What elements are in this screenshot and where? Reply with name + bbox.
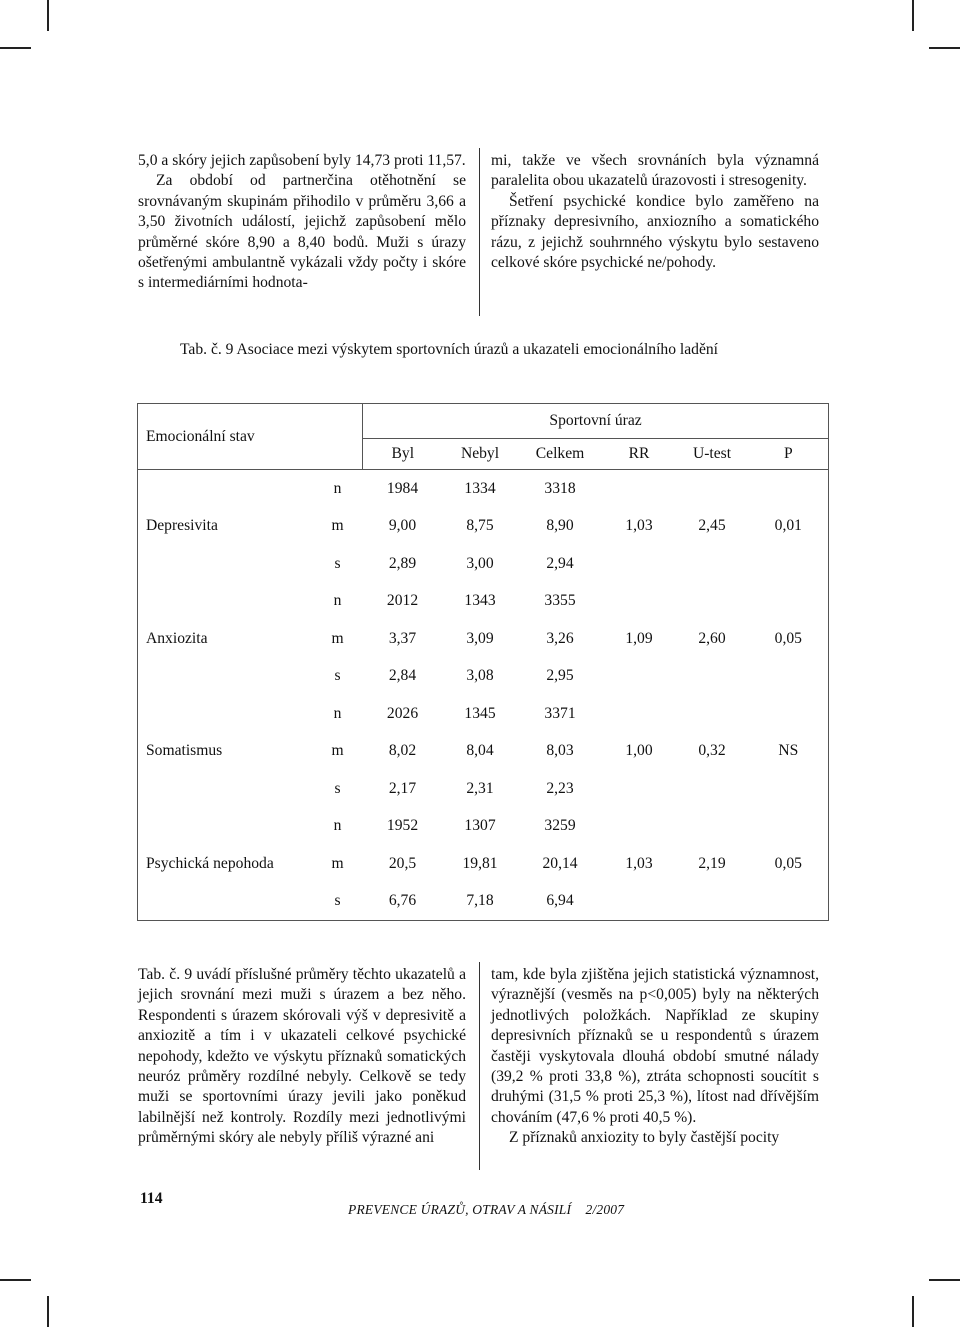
u-test-value: 2,60 bbox=[698, 629, 726, 647]
stat-value: 2,84 bbox=[388, 667, 417, 685]
stat-symbol: s bbox=[334, 779, 341, 797]
stat-value: 2,17 bbox=[388, 779, 417, 797]
stat-value: 8,02 bbox=[388, 742, 417, 760]
top-left-column bbox=[138, 151, 466, 294]
stat-symbol: m bbox=[331, 629, 344, 647]
p-value: 0,05 bbox=[749, 808, 829, 921]
row-label: Anxiozita bbox=[138, 583, 313, 696]
stat-value: 3,00 bbox=[466, 554, 494, 572]
stat-value: 3,09 bbox=[466, 629, 494, 647]
stat-value: 1343 bbox=[464, 592, 496, 610]
p-value: 0,05 bbox=[749, 583, 829, 696]
crop-mark bbox=[47, 1296, 49, 1327]
column-divider bbox=[479, 148, 480, 316]
stat-value: 6,76 bbox=[363, 883, 443, 921]
p-value: NS bbox=[749, 695, 829, 808]
stat-value: 3,26 bbox=[546, 629, 574, 647]
bottom-right-column bbox=[491, 965, 819, 1149]
page-number: 114 bbox=[140, 1190, 163, 1207]
group-header: Sportovní úraz bbox=[363, 404, 829, 439]
stat-symbol: m bbox=[331, 517, 344, 535]
stat-value: 3355 bbox=[544, 592, 576, 610]
stat-value: 1334 bbox=[464, 479, 496, 497]
stat-value: 8,03 bbox=[546, 742, 574, 760]
table-row bbox=[138, 470, 829, 508]
stat-value: 1952 bbox=[386, 817, 419, 835]
stat-value: 19,81 bbox=[462, 854, 498, 872]
crop-mark bbox=[929, 47, 960, 49]
crop-mark bbox=[929, 1279, 960, 1281]
paragraph: Z příznaků anxiozity to byly častější pocity bbox=[509, 1129, 780, 1147]
crop-mark bbox=[0, 1279, 31, 1281]
u-test-value: 2,45 bbox=[698, 517, 726, 535]
association-table bbox=[137, 403, 829, 921]
rr-value: 1,03 bbox=[603, 808, 676, 921]
stat-symbol: s bbox=[334, 667, 341, 685]
stat-value: 3259 bbox=[544, 817, 576, 835]
table-caption: Tab. č. 9 Asociace mezi výskytem sportovních úrazů a ukazateli emocionálního ladění bbox=[180, 341, 719, 358]
stat-value: 3,08 bbox=[466, 667, 494, 685]
paragraph: 5,0 a skóry jejich zapůsobení byly 14,73 proti 11,57. bbox=[138, 152, 466, 169]
journal-footer: PREVENCE ÚRAZŮ, OTRAV A NÁSILÍ 2/2007 bbox=[348, 1202, 625, 1217]
u-test-value: 0,32 bbox=[698, 742, 726, 760]
stat-value: 20,14 bbox=[542, 854, 578, 872]
stat-symbol: s bbox=[334, 554, 341, 572]
stat-value: 1984 bbox=[386, 479, 419, 497]
row-label: Depresivita bbox=[138, 470, 313, 583]
stat-value: 2012 bbox=[386, 592, 419, 610]
stat-value: 3318 bbox=[544, 479, 576, 497]
column-header: P bbox=[749, 439, 829, 470]
column-header: RR bbox=[603, 439, 676, 470]
table-row bbox=[138, 583, 829, 621]
p-value: 0,01 bbox=[749, 470, 829, 583]
stat-symbol: m bbox=[331, 854, 344, 872]
stat-value: 20,5 bbox=[388, 854, 417, 872]
column-header: Byl bbox=[363, 439, 443, 470]
stat-value: 2,95 bbox=[546, 667, 574, 685]
stat-symbol: n bbox=[333, 592, 342, 610]
stat-symbol: m bbox=[331, 742, 344, 760]
rr-value: 1,03 bbox=[625, 517, 653, 535]
column-divider bbox=[479, 962, 480, 1170]
stat-value: 8,04 bbox=[466, 742, 494, 760]
paragraph: tam, kde byla zjištěna jejich statistická významnost, výraznější (vesměs na p<0,005) byly na některých jednotlivých položkách. Například ze skupiny depresivních příznaků se u respondentů s úrazem častěji vyskytovala dlouhá období smutné nálady (39,2 % proti 33,8 %), ztráta schopnosti soucítit s druhými (31,5 % proti 25,3 %), lítost nad dřívějším chováním (47,6 % proti 40,5 %). bbox=[491, 966, 819, 1126]
u-test-value: 2,19 bbox=[676, 808, 749, 921]
stub-header: Emocionální stav bbox=[138, 404, 363, 470]
stat-symbol: n bbox=[333, 817, 342, 835]
stat-value: 3371 bbox=[544, 704, 576, 722]
stat-value: 1345 bbox=[464, 704, 496, 722]
stat-value: 2,31 bbox=[466, 779, 494, 797]
row-label: Psychická nepohoda bbox=[138, 808, 313, 921]
stat-value: 1307 bbox=[464, 817, 496, 835]
crop-mark bbox=[912, 0, 914, 31]
column-header: Celkem bbox=[518, 439, 603, 470]
stat-symbol: n bbox=[333, 479, 342, 497]
stat-value: 8,75 bbox=[466, 517, 494, 535]
crop-mark bbox=[47, 0, 49, 31]
stat-value: 2,89 bbox=[388, 554, 417, 572]
stat-value: 2,23 bbox=[546, 779, 574, 797]
paragraph: Za období od partnerčina otěhotnění se srovnávaným skupinám přihodilo v průměru 3,66 a 3,50 životních událostí, jejichž zapůsobení mělo průměrné skóre 8,90 a 8,40 bodů. Muži s úrazy ošetřenými ambulantně vykázali vždy počty i skóre s intermediárními hodnota- bbox=[138, 172, 466, 292]
stat-symbol: n bbox=[333, 704, 342, 722]
crop-mark bbox=[0, 47, 31, 49]
stat-value: 2026 bbox=[386, 704, 419, 722]
row-label: Somatismus bbox=[138, 695, 313, 808]
stat-value: 7,18 bbox=[443, 883, 518, 921]
top-right-column bbox=[491, 151, 819, 273]
stat-value: 9,00 bbox=[388, 517, 417, 535]
crop-mark bbox=[912, 1296, 914, 1327]
stat-value: 8,90 bbox=[546, 517, 574, 535]
stat-symbol: s bbox=[313, 883, 363, 921]
paragraph: Šetření psychické kondice bylo zaměřeno na příznaky depresivního, anxiozního a somatického rázu, z jejichž souhrnného výskytu bylo sestaveno celkové skóre psychické ne/pohody. bbox=[491, 192, 819, 272]
table-row bbox=[138, 808, 829, 846]
table-row bbox=[138, 695, 829, 733]
bottom-left-column bbox=[138, 965, 466, 1149]
rr-value: 1,00 bbox=[625, 742, 653, 760]
paragraph: mi, takže ve všech srovnáních byla významná paralelita obou ukazatelů úrazovosti i stresogenity. bbox=[491, 152, 819, 190]
rr-value: 1,09 bbox=[625, 629, 653, 647]
paragraph: Tab. č. 9 uvádí příslušné průměry těchto ukazatelů a jejich srovnání mezi muži s úrazem a bez něho. Respondenti s úrazem skórovali výš v depresivitě a anxiozitě a tím i v ukazateli celkové psychické nepohody, kdežto ve výskytu příznaků somatických neuróz průměry rozdílné nebyly. Celkově se tedy muži se sportovními úrazy jevili jako poněkud labilnější než kontroly. Rozdíly mezi jednotlivými průměrnými skóry ale nebyly příliš výrazné ani bbox=[138, 966, 466, 1147]
stat-value: 6,94 bbox=[518, 883, 603, 921]
column-header: Nebyl bbox=[443, 439, 518, 470]
stat-value: 3,37 bbox=[388, 629, 417, 647]
column-header: U-test bbox=[676, 439, 749, 470]
stat-value: 2,94 bbox=[546, 554, 574, 572]
